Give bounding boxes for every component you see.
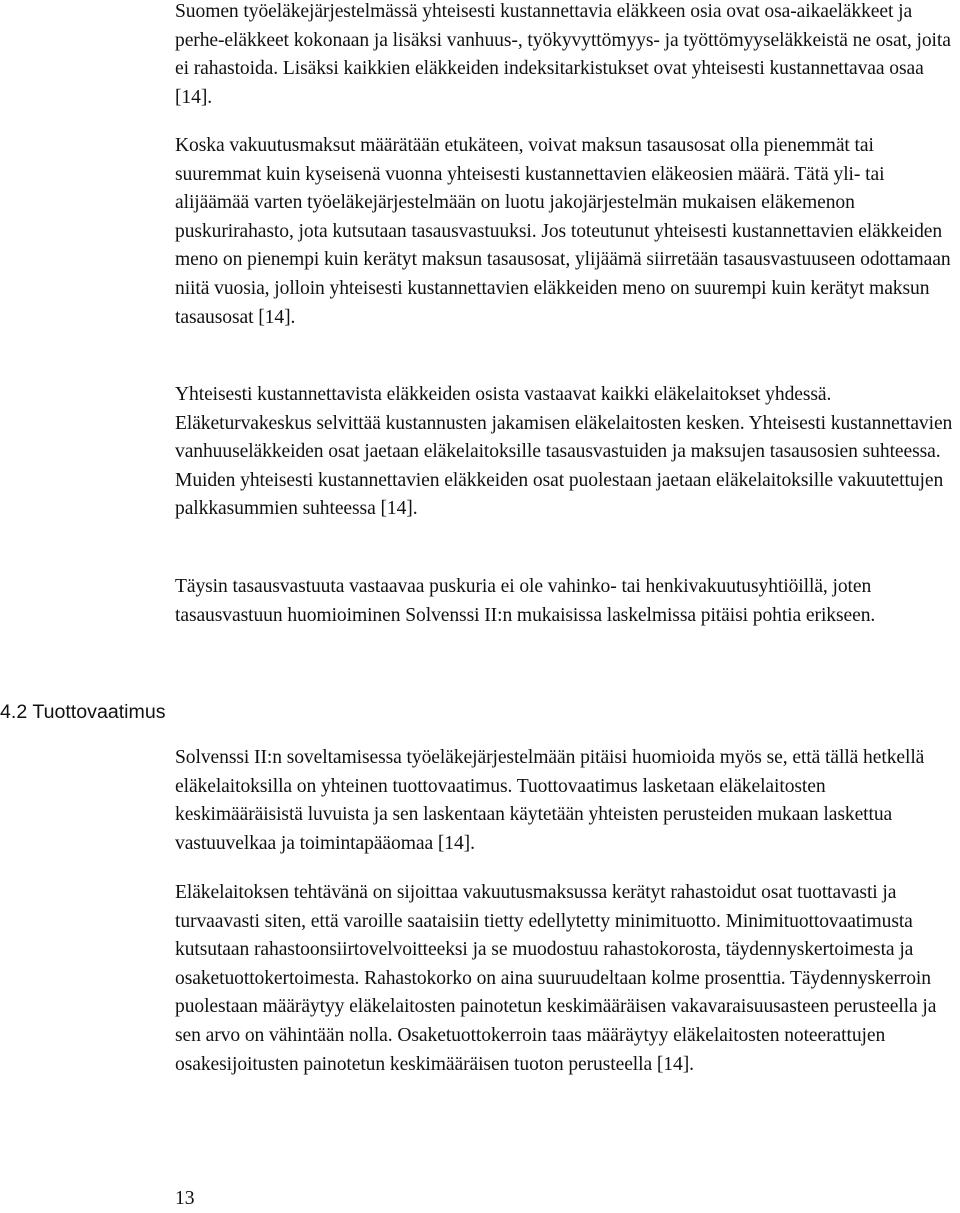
page-number: 13	[175, 1188, 195, 1209]
paragraph-3: Yhteisesti kustannettavista eläkkeiden osista vastaavat kaikki eläkelaitokset yhdessä. Eläketurvakeskus selvittää kustannusten jakamisen eläkelaitosten kesken. Yhteisesti kustannettavien vanhuuseläkkeiden osat jaetaan eläkelaitoksille tasausvastuiden ja maksujen tasausosien suhteessa. Muiden yhteisesti kustannettavien eläkkeiden osat puolestaan jaetaan eläkelaitoksille vakuutettujen palkkasummien suhteessa [14].	[175, 384, 953, 520]
paragraph-1: Suomen työeläkejärjestelmässä yhteisesti kustannettavia eläkkeen osia ovat osa-aikaeläkkeet ja perhe-eläkkeet kokonaan ja lisäksi vanhuus-, työkyvyttömyys- ja työttömyyseläkkeistä ne osat, joita ei rahastoida. Lisäksi kaikkien eläkkeiden indeksitarkistukset ovat yhteisesti kustannettavaa osaa [14].	[175, 1, 951, 108]
section-heading: 4.2 Tuottovaatimus	[0, 701, 166, 723]
paragraph-6: Eläkelaitoksen tehtävänä on sijoittaa vakuutusmaksussa kerätyt rahastoidut osat tuottavasti ja turvaavasti siten, että varoille saataisiin tietty edellytetty minimituotto. Minimituottovaatimusta kutsutaan rahastoonsiirtovelvoitteeksi ja se muodostuu rahastokorosta, täydennyskertoimesta ja osaketuottokertoimesta. Rahastokorko on aina suuruudeltaan kolme prosenttia. Täydennyskerroin puolestaan määräytyy eläkelaitosten painotetun keskimääräisen vakavaraisuusasteen perusteella ja sen arvo on vähintään nolla. Osaketuottokerroin taas määräytyy eläkelaitosten noteerattujen osakesijoitusten painotetun keskimääräisen tuoton perusteella [14].	[175, 882, 937, 1075]
paragraph-4: Täysin tasausvastuuta vastaavaa puskuria ei ole vahinko- tai henkivakuutusyhtiöillä, joten tasausvastuun huomioiminen Solvenssi II:n mukaisissa laskelmissa pitäisi pohtia erikseen.	[175, 576, 876, 626]
paragraph-5: Solvenssi II:n soveltamisessa työeläkejärjestelmään pitäisi huomioida myös se, että tällä hetkellä eläkelaitoksilla on yhteinen tuottovaatimus. Tuottovaatimus lasketaan eläkelaitosten keskimääräisistä luvuista ja sen laskentaan käytetään yhteisten perusteiden mukaan laskettua vastuuvelkaa ja toimintapääomaa [14].	[175, 747, 925, 854]
paragraph-2: Koska vakuutusmaksut määrätään etukäteen, voivat maksun tasausosat olla pienemmät tai suuremmat kuin kyseisenä vuonna yhteisesti kustannettavien eläkeosien määrä. Tätä yli- tai alijäämää varten työeläkejärjestelmään on luotu jakojärjestelmän mukaisen eläkemenon puskurirahasto, jota kutsutaan tasausvastuuksi. Jos toteutunut yhteisesti kustannettavien eläkkeiden meno on pienempi kuin kerätyt maksun tasausosat, ylijäämä siirretään tasausvastuuseen odottamaan niitä vuosia, jolloin yhteisesti kustannettavien eläkkeiden meno on suurempi kuin kerätyt maksun tasausosat [14].	[175, 135, 951, 328]
